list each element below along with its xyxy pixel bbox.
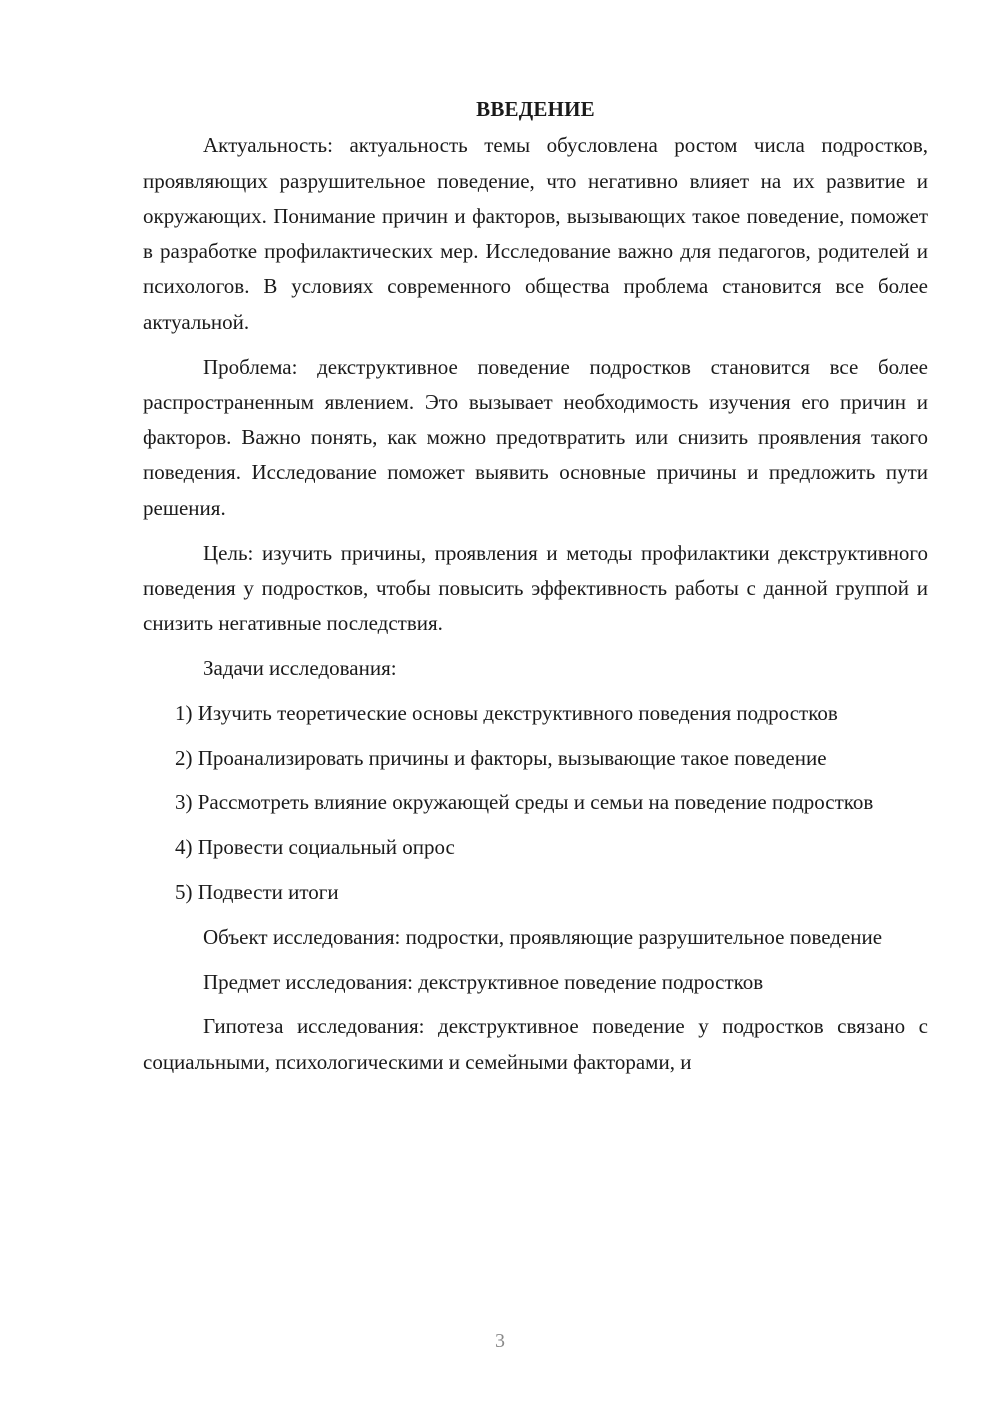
research-object-paragraph: Объект исследования: подростки, проявляющие разрушительное поведение <box>203 924 883 949</box>
task-item-1: 1) Изучить теоретические основы декструктивного поведения подростков <box>175 700 838 725</box>
document-page <box>143 92 928 1080</box>
task-item-5: 5) Подвести итоги <box>175 879 339 904</box>
task-item-3: 3) Рассмотреть влияние окружающей среды и семьи на поведение подростков <box>175 790 874 815</box>
section-title: ВВЕДЕНИЕ <box>476 97 595 121</box>
goal-paragraph: Цель: изучить причины, проявления и методы профилактики декструктивного поведения у подростков, чтобы повысить эффективность работы с данной группой и снизить негативные последствия. <box>143 540 928 636</box>
research-subject-paragraph: Предмет исследования: декструктивное поведение подростков <box>203 969 764 994</box>
page-number: 3 <box>495 1330 505 1352</box>
problem-paragraph: Проблема: декструктивное поведение подростков становится все более распространенным явлением. Это вызывает необходимость изучения его причин и факторов. Важно понять, как можно предотвратить или снизить проявления такого поведения. Исследование поможет выявить основные причины и предложить пути решения. <box>143 354 928 520</box>
tasks-heading: Задачи исследования: <box>203 655 397 680</box>
relevance-paragraph: Актуальность: актуальность темы обусловлена ростом числа подростков, проявляющих разрушительное поведение, что негативно влияет на их развитие и окружающих. Понимание причин и факторов, вызывающих такое поведение, поможет в разработке профилактических мер. Исследование важно для педагогов, родителей и психологов. В условиях современного общества проблема становится все более актуальной. <box>143 133 928 334</box>
task-item-2: 2) Проанализировать причины и факторы, вызывающие такое поведение <box>175 745 827 770</box>
task-item-4: 4) Провести социальный опрос <box>175 835 455 860</box>
hypothesis-paragraph: Гипотеза исследования: декструктивное поведение у подростков связано с социальными, психологическими и семейными факторами, и <box>143 1014 928 1074</box>
